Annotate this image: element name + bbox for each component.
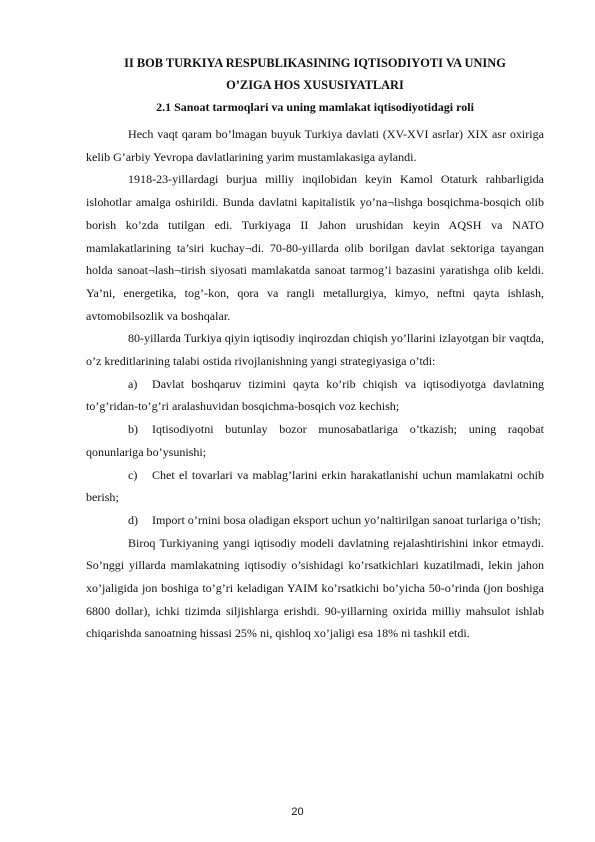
list-item-d bbox=[86, 509, 544, 532]
list-item-text: Import o’rnini bosa oladigan eksport uchun yo’naltirilgan sanoat turlariga o’tish; bbox=[152, 512, 541, 527]
chapter-title-line-2: O’ZIGA HOS XUSUSIYATLARI bbox=[226, 78, 404, 92]
list-marker: d) bbox=[128, 512, 139, 527]
list-marker: c) bbox=[128, 467, 138, 482]
chapter-title-line-1: II BOB TURKIYA RESPUBLIKASINING IQTISODIYOTI VA UNING bbox=[124, 56, 506, 70]
list-item-c bbox=[86, 464, 544, 509]
body-text bbox=[86, 123, 544, 645]
list-marker: a) bbox=[128, 376, 138, 391]
list-item-text: Iqtisodiyotni butunlay bozor munosabatlariga o’tkazish; uning raqobat qonunlariga bo’ysunishi; bbox=[86, 422, 544, 459]
list-item-text: Chet el tovarlari va mablag’larini erkin harakatlanishi uchun mamlakatni ochib berish; bbox=[86, 467, 544, 505]
list-item-b bbox=[86, 418, 544, 463]
page-number: 20 bbox=[291, 806, 304, 818]
list-marker: b) bbox=[128, 422, 139, 437]
paragraph-2: 1918-23-yillardagi burjua milliy inqilobidan keyin Kamol Otaturk rahbarligida islohotlar amalga oshirildi. Bunda davlatni kapitalistik yo’na¬lishga bosqichma-bosqich olib borish ko’zda tutilgan edi. Turkiyaga II Jahon urushidan keyin AQSH va NATO mamlakatlarining ta’siri kuchay¬di. 70-80-yillarda olib borilgan davlat sektoriga tayangan holda sanoat¬lash¬tirish siyosati mamlakatda sanoat tarmog’i bazasini yaratishga olib keldi. Ya’ni, energetika, tog’-kon, qora va rangli metallurgiya, kimyo, neftni qayta ishlash, avtomobilsozlik va boshqalar. bbox=[86, 172, 544, 323]
list-item-text: Davlat boshqaruv tizimini qayta ko’rib chiqish va iqtisodiyotga davlatning to’g’ridan-to’g’ri aralashuvidan bosqichma-bosqich voz kechish; bbox=[86, 376, 544, 414]
paragraph-1: Hech vaqt qaram bo’lmagan buyuk Turkiya davlati (XV-XVI asrlar) XIX asr oxiriga kelib G’arbiy Yevropa davlatlarining yarim mustamlakasiga aylandi. bbox=[86, 127, 544, 164]
list-item-a bbox=[86, 373, 544, 418]
section-title: 2.1 Sanoat tarmoqlari va uning mamlakat iqtisodiyotidagi roli bbox=[156, 100, 474, 114]
closing-paragraph: Biroq Turkiyaning yangi iqtisodiy modeli davlatning rejalashtirishini inkor etmaydi. So’nggi yillarda mamlakatning iqtisodiy o’sishidagi ko’rsatkichlari kuzatilmadi, lekin jahon xo’jaligida jon boshiga to’g’ri keladigan YAIM ko’rsatkichi bo’yicha 50-o’rinda (jon boshiga 6800 dollar), ichki tizimda siljishlarga erishdi. 90-yillarning oxirida milliy mahsulot ishlab chiqarishda sanoatning hissasi 25% ni, qishloq xo’jaligi esa 18% ni tashkil etdi. bbox=[86, 535, 544, 641]
paragraph-3: 80-yillarda Turkiya qiyin iqtisodiy inqirozdan chiqish yo’llarini izlayotgan bir vaqtda, o’z kreditlarining talabi ostida rivojlanishning yangi strategiyasiga o’tdi: bbox=[86, 331, 544, 369]
